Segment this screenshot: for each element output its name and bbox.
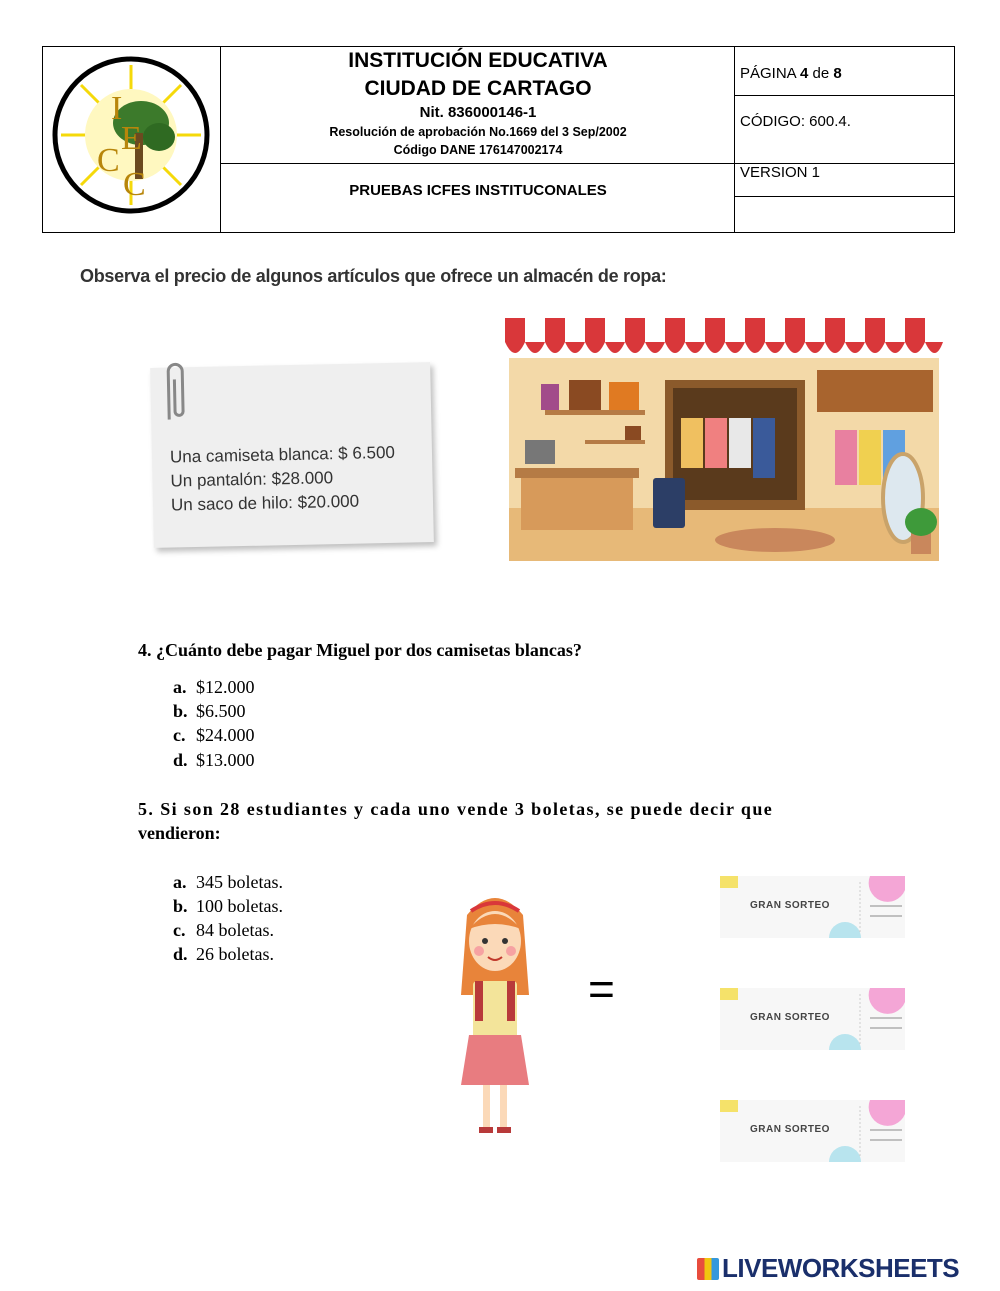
- svg-text:E: E: [121, 120, 142, 157]
- document-code: CÓDIGO: 600.4.: [740, 113, 851, 130]
- question-5-line2: vendieron:: [138, 823, 221, 843]
- clothing-store-illustration: [505, 318, 943, 564]
- raffle-ticket: [720, 988, 905, 1050]
- raffle-ticket: [720, 1100, 905, 1162]
- option-4c[interactable]: c. $24.000: [173, 725, 255, 745]
- intro-text: Observa el precio de algunos artículos que ofrece un almacén de ropa:: [80, 266, 667, 286]
- option-5a[interactable]: a. 345 boletas.: [173, 872, 283, 892]
- resolution: Resolución de aprobación No.1669 del 3 Sep/2002: [329, 125, 627, 139]
- liveworksheets-icon: [697, 1258, 719, 1280]
- page-subtitle: PRUEBAS ICFES INSTITUCONALES: [349, 182, 607, 199]
- option-4a[interactable]: a. $12.000: [173, 677, 255, 697]
- svg-text:C: C: [123, 166, 146, 203]
- option-4d[interactable]: d. $13.000: [173, 750, 255, 770]
- institution-name-line1: INSTITUCIÓN EDUCATIVA: [348, 49, 608, 72]
- question-5-line1: 5. Si son 28 estudiantes y cada uno vende 3 boletas, se puede decir que: [138, 799, 774, 819]
- student-girl-illustration: [445, 885, 545, 1140]
- price-note: [150, 362, 434, 548]
- raffle-ticket: [720, 876, 905, 938]
- price-line: Un pantalón: $28.000: [170, 468, 334, 491]
- option-4b[interactable]: b. $6.500: [173, 701, 246, 721]
- equals-sign: =: [588, 963, 615, 1015]
- option-5c[interactable]: c. 84 boletas.: [173, 920, 274, 940]
- svg-text:I: I: [111, 90, 123, 127]
- question-4: 4. ¿Cuánto debe pagar Miguel por dos camisetas blancas?: [138, 640, 582, 660]
- option-5d[interactable]: d. 26 boletas.: [173, 944, 274, 964]
- divider: [734, 95, 955, 96]
- ticket-title: GRAN SORTEO: [750, 1012, 830, 1023]
- ticket-title: GRAN SORTEO: [750, 900, 830, 911]
- price-line: Un saco de hilo: $20.000: [170, 491, 360, 515]
- header-table: [42, 46, 955, 233]
- nit: Nit. 836000146-1: [419, 104, 537, 121]
- divider: [734, 196, 955, 197]
- ticket-title: GRAN SORTEO: [750, 1124, 830, 1135]
- document-version: VERSION 1: [740, 164, 821, 181]
- option-5b[interactable]: b. 100 boletas.: [173, 896, 283, 916]
- liveworksheets-logo[interactable]: LIVEWORKSHEETS: [697, 1253, 959, 1284]
- price-line: Una camiseta blanca: $ 6.500: [169, 442, 396, 467]
- divider: [220, 163, 955, 164]
- school-logo: [49, 53, 213, 217]
- page-number: PÁGINA 4 de 8: [740, 65, 842, 82]
- institution-name-line2: CIUDAD DE CARTAGO: [364, 77, 592, 100]
- svg-text:C: C: [97, 142, 120, 179]
- paperclip-icon: [160, 359, 191, 430]
- dane-code: Código DANE 176147002174: [393, 143, 563, 157]
